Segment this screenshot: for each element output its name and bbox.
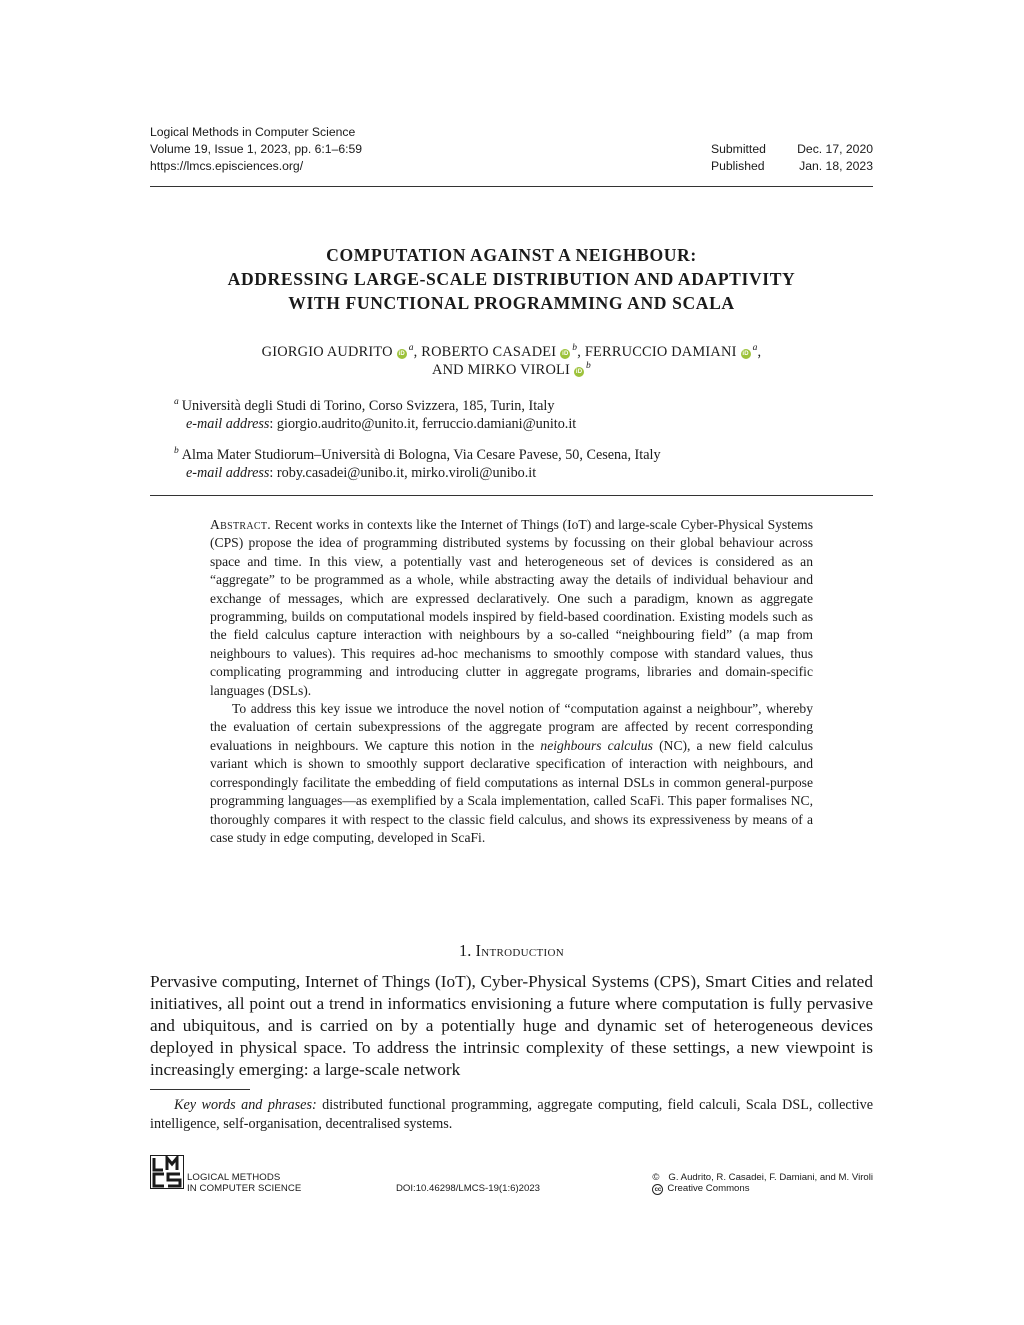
license-block [652, 1172, 873, 1195]
journal-name: Logical Methods in Computer Science [150, 125, 356, 139]
published-label: Published [711, 159, 765, 173]
section-title: Introduction [475, 941, 564, 960]
institution: Università degli Studi di Torino, Corso Svizzera, 185, Turin, Italy [181, 398, 555, 414]
abstract-label: Abstract. [210, 517, 271, 532]
abstract-text: To address this key issue we introduce the novel notion of “computation against a neighbour”, whereby the evaluation of certain subexpressions of the aggregate program are affected by recent corresponding evaluations in neighbours. We capture this notion in the [210, 701, 813, 753]
copyright-icon: © [652, 1172, 660, 1183]
orcid-icon[interactable]: iD [575, 369, 583, 375]
email-label: e-mail address [186, 465, 270, 481]
doi[interactable]: DOI:10.46298/LMCS-19(1:6)2023 [396, 1183, 540, 1194]
footnote-divider [150, 1089, 250, 1090]
submitted-label: Submitted [711, 142, 766, 156]
affiliation-mark: b [174, 446, 179, 457]
license-name[interactable]: Creative Commons [667, 1183, 750, 1194]
journal-url[interactable]: https://lmcs.episciences.org/ [150, 159, 304, 173]
author-connector: AND [431, 362, 464, 378]
journal-header [150, 124, 873, 175]
abstract-paragraph [210, 516, 813, 700]
abstract-text: Recent works in contexts like the Internet of Things (IoT) and large-scale Cyber-Physical Systems (CPS) propose the idea of programming distributed systems by focussing on their global behaviour across space and time. In this view, a potentially vast and heterogeneous set of devices is considered as an “aggregate” to be programmed as a whole, while abstracting away the details of individual behaviour and exchange of messages, which are expressed declaratively. One such a paradigm, known as aggregate programming, builds on computational models inspired by field-based coordination. Existing models such as the field calculus capture interaction with neighbours by a so-called “neighbouring field” (a map from neighbours to values). This requires ad-hoc mechanisms to smoothly compose with standard values, thus complicating programming and introducing clutter in aggregate programs, libraries and domain-specific languages (DSLs). [210, 517, 813, 698]
affiliation-a: $^a$ Università degli Studi di Torino, Corso Svizzera, 185, Turin, Italy e-mail address: giorgio.audrito@unito.it, ferruccio.damiani@unito.it [174, 397, 577, 432]
title-line-3: WITH FUNCTIONAL PROGRAMMING AND SCALA [288, 293, 735, 313]
title-line-1: COMPUTATION AGAINST A NEIGHBOUR: [326, 245, 697, 265]
abstract-paragraph [210, 700, 813, 847]
abstract [210, 516, 813, 847]
email-addresses[interactable]: giorgio.audrito@unito.it, ferruccio.damiani@unito.it [276, 416, 577, 432]
author-name: FERRUCCIO DAMIANI [584, 344, 737, 360]
affiliation-b: $^b$ Alma Mater Studiorum–Università di Bologna, Via Cesare Pavese, 50, Cesena, Italy e-mail address: roby.casadei@unibo.it, mirko.viroli@unibo.it [174, 446, 661, 481]
keywords-text: distributed functional programming, aggregate computing, field calculi, Scala DSL, collective intelligence, self-organisation, decentralised systems. [150, 1097, 874, 1132]
email-addresses[interactable]: roby.casadei@unibo.it, mirko.viroli@unibo.it [276, 465, 537, 481]
volume-info: Volume 19, Issue 1, 2023, pp. 6:1–6:59 [150, 142, 363, 156]
copyright-holders: G. Audrito, R. Casadei, F. Damiani, and M. Viroli [668, 1172, 873, 1183]
affiliation-mark: b [586, 361, 591, 372]
header-divider [150, 186, 873, 187]
paper-title [150, 243, 873, 315]
lmcs-logo-icon [150, 1155, 184, 1189]
affiliation-mark: b [572, 343, 578, 354]
dates [711, 141, 873, 175]
emphasis: neighbours calculus [540, 737, 653, 753]
affiliation-mark: a [174, 397, 179, 408]
footer-journal-name [187, 1172, 301, 1194]
author-list: GIORGIO AUDRITO $iD^a$, ROBERTO CASADEI $iD^b$, FERRUCCIO DAMIANI $iD^a$, AND MIRKO VIROLI $iD^b$ [261, 343, 762, 378]
section-number: 1. [459, 941, 472, 960]
orcid-icon[interactable]: iD [398, 351, 405, 357]
abstract-text: (NC), a new field calculus variant which is shown to smoothly support declarative specification of interaction with neighbours, and correspondingly facilitate the embedding of field computations as internal DSLs in common general-purpose programming languages—as exemplified by a Scala implementation, called ScaFi. This paper formalises NC, thoroughly compares it with respect to the classic field calculus, and shows its expressiveness by means of a case study in edge computing, developed in ScaFi. [210, 737, 814, 845]
author-name: ROBERTO CASADEI [421, 344, 557, 360]
affiliation-mark: a [408, 343, 414, 354]
footer-journal-line: IN COMPUTER SCIENCE [187, 1183, 302, 1194]
author-name: GIORGIO AUDRITO [261, 344, 393, 360]
section-heading [150, 941, 873, 961]
title-line-2: ADDRESSING LARGE-SCALE DISTRIBUTION AND ADAPTIVITY [227, 269, 796, 289]
author-name: MIRKO VIROLI [467, 362, 571, 378]
footer-journal-line: LOGICAL METHODS [187, 1172, 281, 1183]
intro-paragraph: Pervasive computing, Internet of Things (IoT), Cyber-Physical Systems (CPS), Smart Cities and related initiatives, all point out a trend in informatics envisioning a future where computation is fully pervasive and ubiquitous, and is carried on by a potentially huge and dynamic set of heterogeneous devices deployed in physical space. To address the intrinsic complexity of these settings, a new viewpoint is increasingly emerging: a large-scale network [150, 972, 873, 1079]
keywords-label: Key words and phrases: [174, 1097, 317, 1113]
email-label: e-mail address [186, 416, 270, 432]
keywords-footnote [150, 1096, 873, 1133]
submitted-date: Dec. 17, 2020 [797, 142, 873, 156]
orcid-icon[interactable]: iD [742, 351, 749, 357]
institution: Alma Mater Studiorum–Università di Bologna, Via Cesare Pavese, 50, Cesena, Italy [181, 447, 661, 463]
affiliation-mark: a [752, 343, 758, 354]
published-date: Jan. 18, 2023 [799, 159, 873, 173]
creative-commons-icon: cc [652, 1184, 663, 1195]
affiliation-divider [150, 495, 873, 496]
orcid-icon[interactable]: iD [562, 351, 569, 357]
page-footer [150, 1155, 873, 1195]
